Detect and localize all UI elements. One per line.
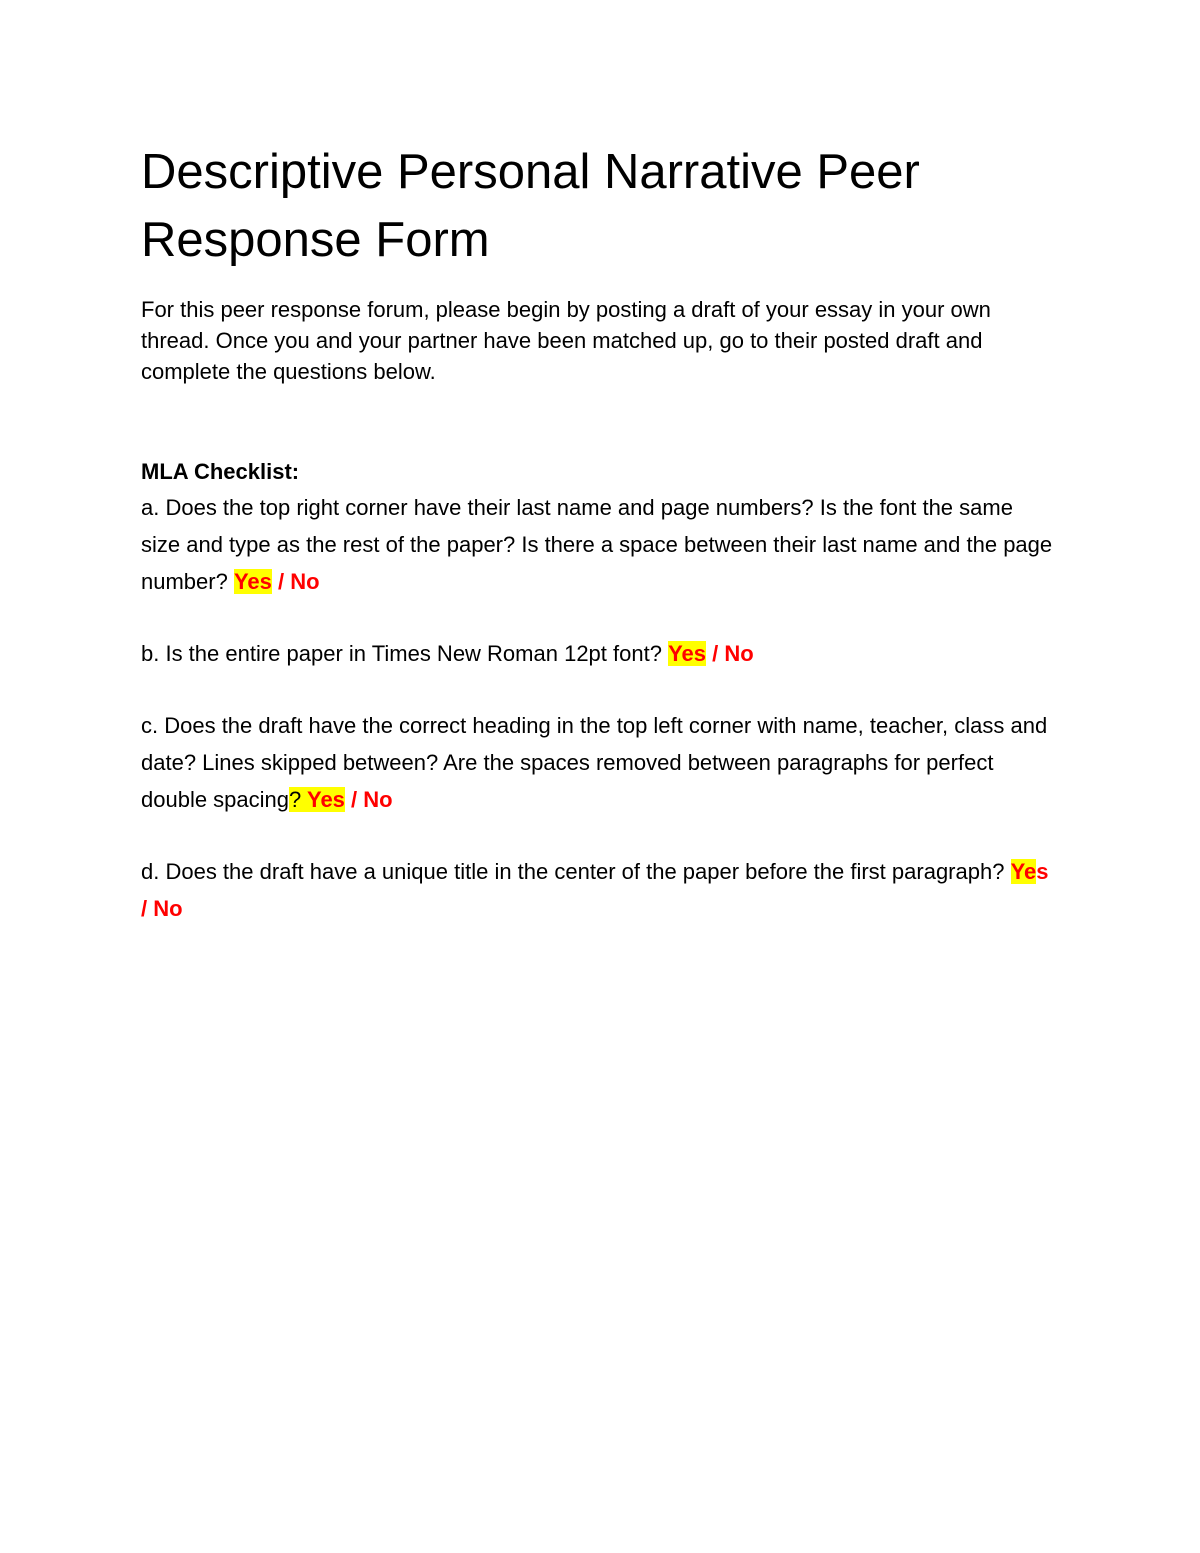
checklist-item-a: [141, 489, 1056, 600]
yes-option: Yes: [233, 569, 272, 594]
question-mark-highlight: ?: [289, 787, 302, 812]
no-option: / No: [706, 641, 754, 666]
answer-options: [289, 787, 393, 812]
answer-options: [668, 641, 754, 666]
yes-option-tail: s: [1036, 859, 1049, 884]
no-option: / No: [271, 569, 320, 594]
yes-option: Yes: [306, 787, 345, 812]
question-text: d. Does the draft have a unique title in the center of the paper before the first paragraph?: [141, 859, 1005, 884]
checklist-heading: MLA Checklist:: [141, 459, 300, 484]
question-text: b. Is the entire paper in Times New Roman 12pt font?: [141, 641, 662, 666]
no-option: / No: [141, 896, 183, 921]
yes-option: Yes: [668, 641, 707, 666]
question-text: c. Does the draft have the correct heading in the top left corner with name, teacher, class and date? Lines skipped between? Are the spaces removed between paragraphs for perfect double spacing: [141, 713, 1048, 812]
checklist-item-b: [141, 635, 1056, 672]
yes-option-highlighted: Ye: [1010, 859, 1037, 884]
checklist-item-c: [141, 707, 1056, 818]
checklist-item-d: [141, 853, 1056, 927]
intro-paragraph: For this peer response forum, please begin by posting a draft of your essay in your own thread. Once you and your partner have been matched up, go to their posted draft and complete the questions below.: [141, 297, 991, 384]
page-title: Descriptive Personal Narrative Peer Response Form: [141, 145, 920, 267]
answer-options: [234, 569, 320, 594]
question-text: a. Does the top right corner have their last name and page numbers? Is the font the same size and type as the rest of the paper? Is there a space between their last name and the page number?: [141, 495, 1053, 594]
document-content: [141, 138, 1061, 927]
no-option: / No: [344, 787, 393, 812]
